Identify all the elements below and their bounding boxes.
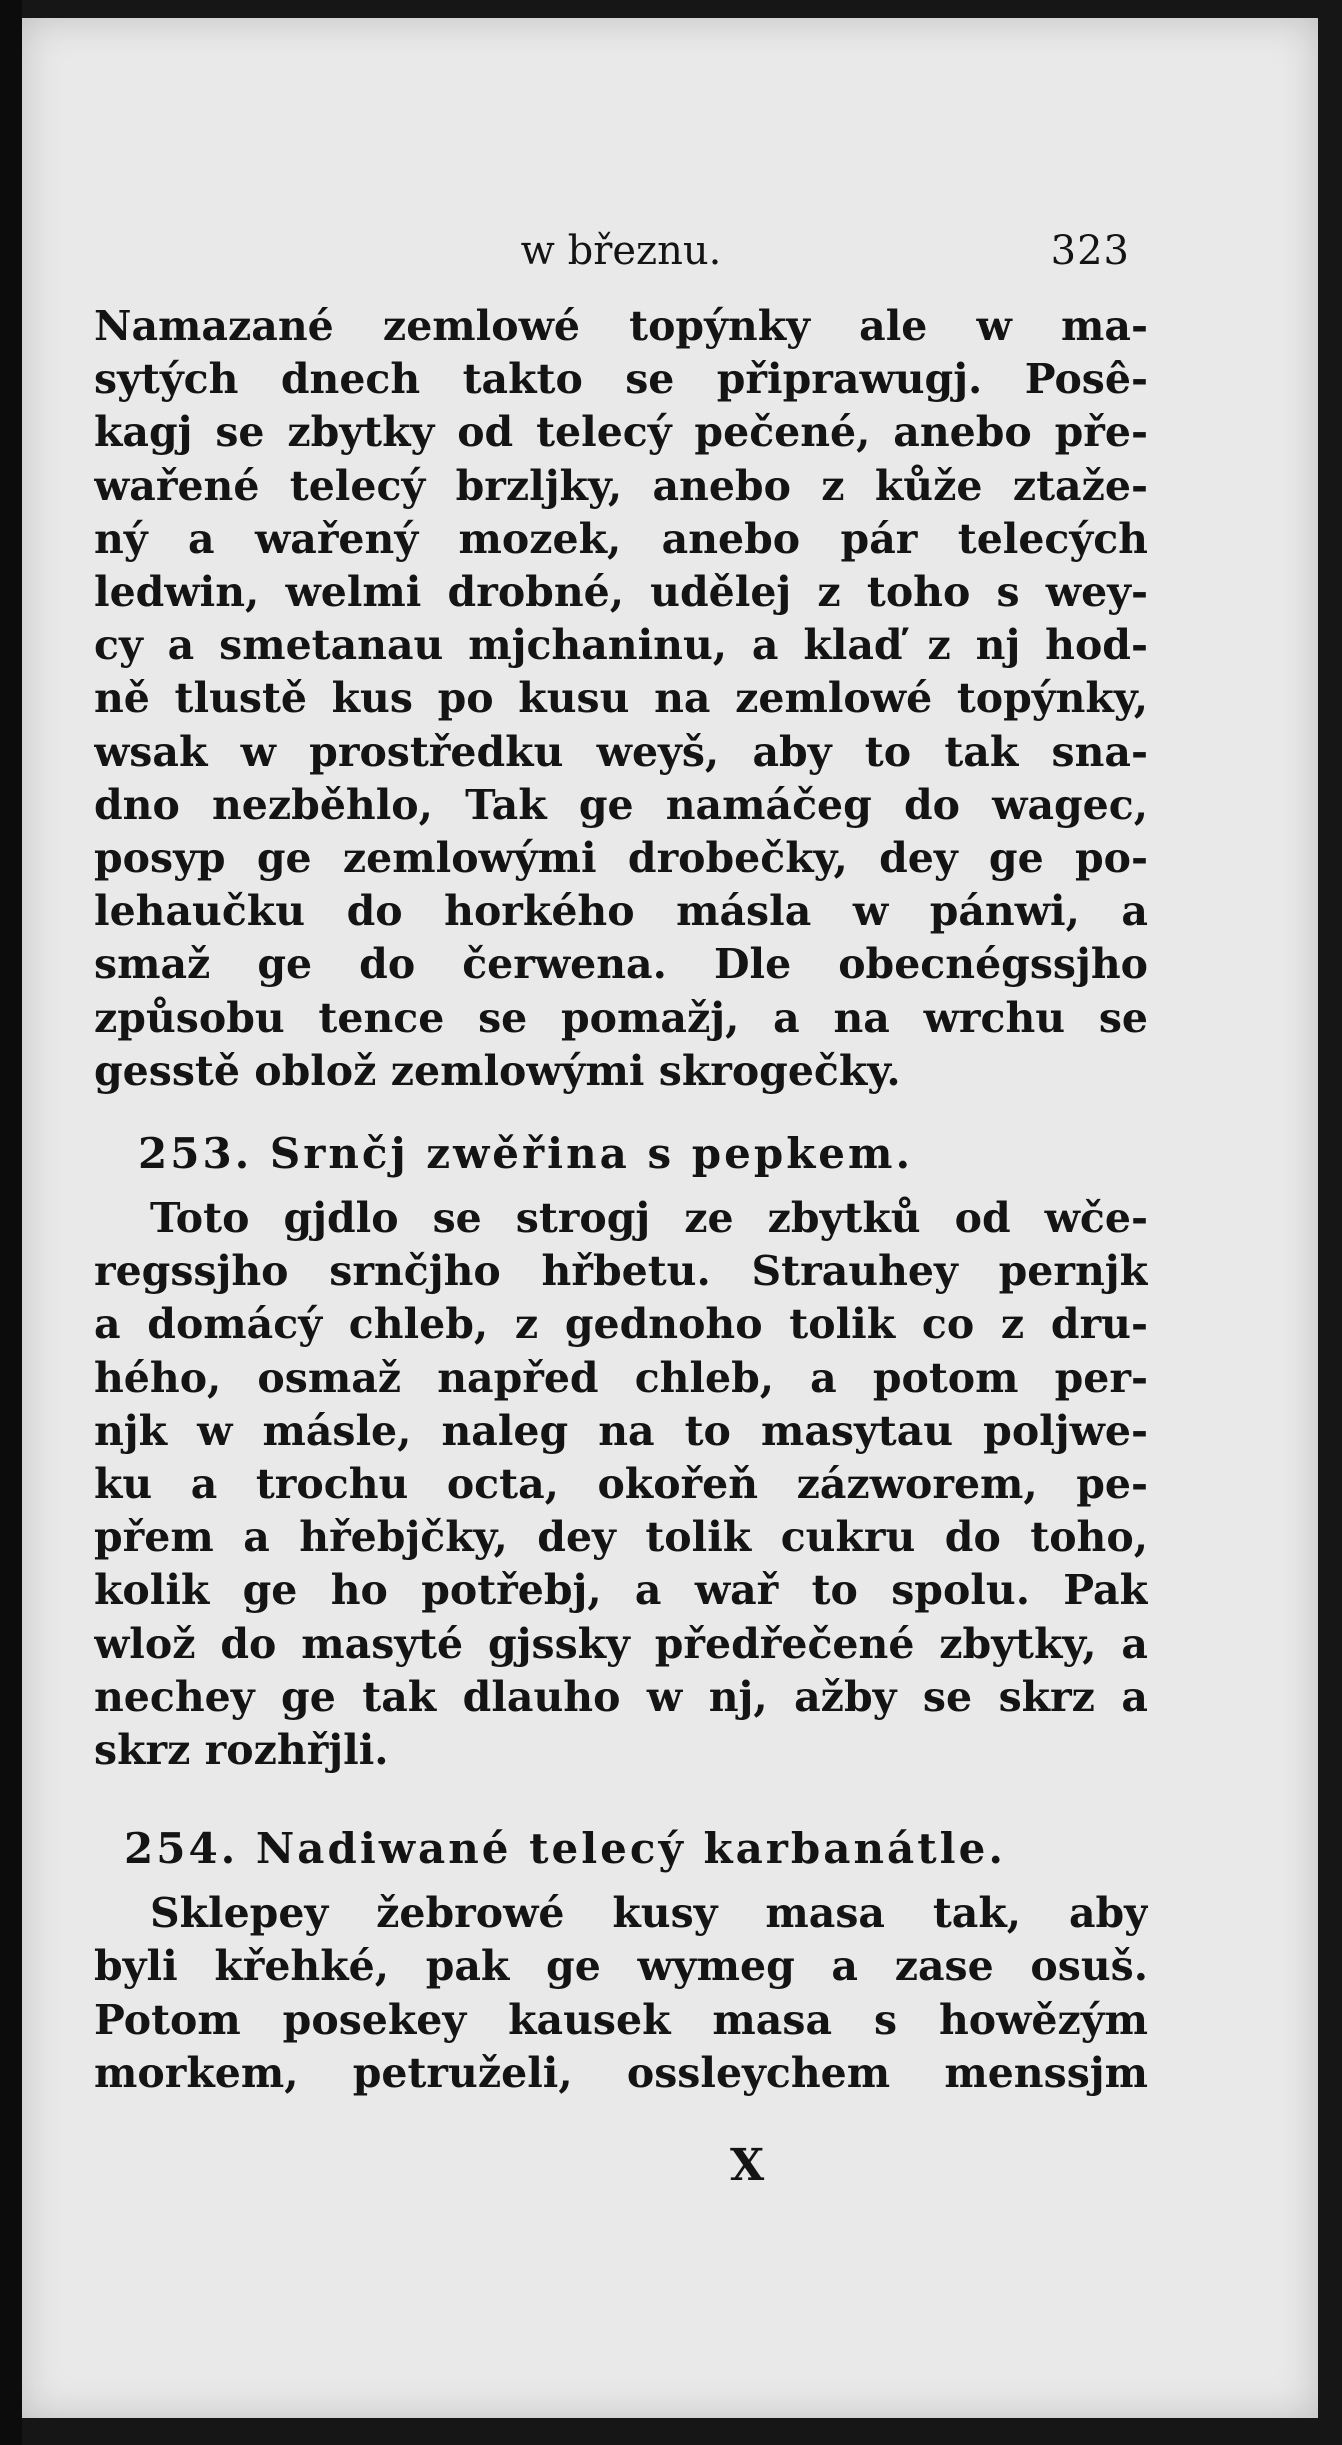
paragraph-1 [94, 300, 1148, 1098]
text-line: nechey ge tak dlauho w nj, ažby se skrz a [94, 1672, 1148, 1721]
text-line: byli křehké, pak ge wymeg a zase osuš. [94, 1942, 1148, 1991]
text-line: wařené telecý brzljky, anebo z kůže ztaže- [94, 461, 1148, 510]
recipe-heading-254: 254. Nadiwané telecý karbanátle. [124, 1824, 1006, 1874]
text-line: ný a wařený mozek, anebo pár telecých [94, 514, 1148, 563]
text-line: lehaučku do horkého másla w pánwi, a [94, 887, 1148, 936]
book-page [22, 18, 1318, 2418]
running-head [94, 228, 1148, 300]
text-line: kolik ge ho potřebj, a wař to spolu. Pak [94, 1566, 1148, 1615]
text-line: skrz rozhřjli. [94, 1726, 389, 1775]
page-number: 323 [1050, 228, 1130, 274]
text-line: kagj se zbytky od telecý pečené, anebo pře- [94, 408, 1148, 457]
text-line: gesstě oblož zemlowými skrogečky. [94, 1046, 901, 1095]
text-line: regssjho srnčjho hřbetu. Strauhey pernjk [94, 1247, 1148, 1296]
text-line: hého, osmaž napřed chleb, a potom per- [94, 1353, 1148, 1402]
text-line: dno nezběhlo, Tak ge namáčeg do wagec, [94, 780, 1148, 829]
running-head-title: w březnu. [520, 228, 722, 274]
text-line: Potom posekey kausek masa s howězým [94, 1995, 1148, 2044]
book-spine-shadow [0, 0, 22, 2445]
text-line: způsobu tence se pomažj, a na wrchu se [94, 993, 1148, 1042]
text-line: přem a hřebjčky, dey tolik cukru do toho, [94, 1513, 1148, 1562]
text-line: ledwin, welmi drobné, udělej z toho s wey- [94, 568, 1148, 617]
paragraph-3 [94, 1887, 1148, 2100]
text-line: smaž ge do čerwena. Dle obecnégssjho [94, 940, 1148, 989]
text-line: Sklepey žebrowé kusy masa tak, aby [150, 1889, 1148, 1938]
text-line: Toto gjdlo se strogj ze zbytků od wče- [150, 1194, 1148, 1243]
text-line: njk w másle, naleg na to masytau poljwe- [94, 1406, 1148, 1455]
paragraph-2 [94, 1192, 1148, 1777]
signature-mark: X [730, 2140, 765, 2191]
text-line: wsak w prostředku weyš, aby to tak sna- [94, 727, 1148, 776]
text-block [94, 228, 1148, 2100]
text-line: a domácý chleb, z gednoho tolik co z dru- [94, 1300, 1148, 1349]
text-line: Namazané zemlowé topýnky ale w ma- [94, 302, 1148, 350]
text-line: wlož do masyté gjssky předřečené zbytky, a [94, 1619, 1148, 1668]
text-line: posyp ge zemlowými drobečky, dey ge po- [94, 834, 1148, 883]
recipe-heading-253: 253. Srnčj zwěřina s pepkem. [138, 1129, 914, 1179]
text-line: cy a smetanau mjchaninu, a klaď z nj hod- [94, 621, 1148, 670]
text-line: morkem, petruželi, ossleychem menssjm [94, 2048, 1148, 2097]
text-line: ku a trochu octa, okořeň zázworem, pe- [94, 1460, 1148, 1509]
text-line: ně tlustě kus po kusu na zemlowé topýnky, [94, 674, 1148, 723]
text-line: sytých dnech takto se připrawugj. Posê- [94, 355, 1148, 404]
